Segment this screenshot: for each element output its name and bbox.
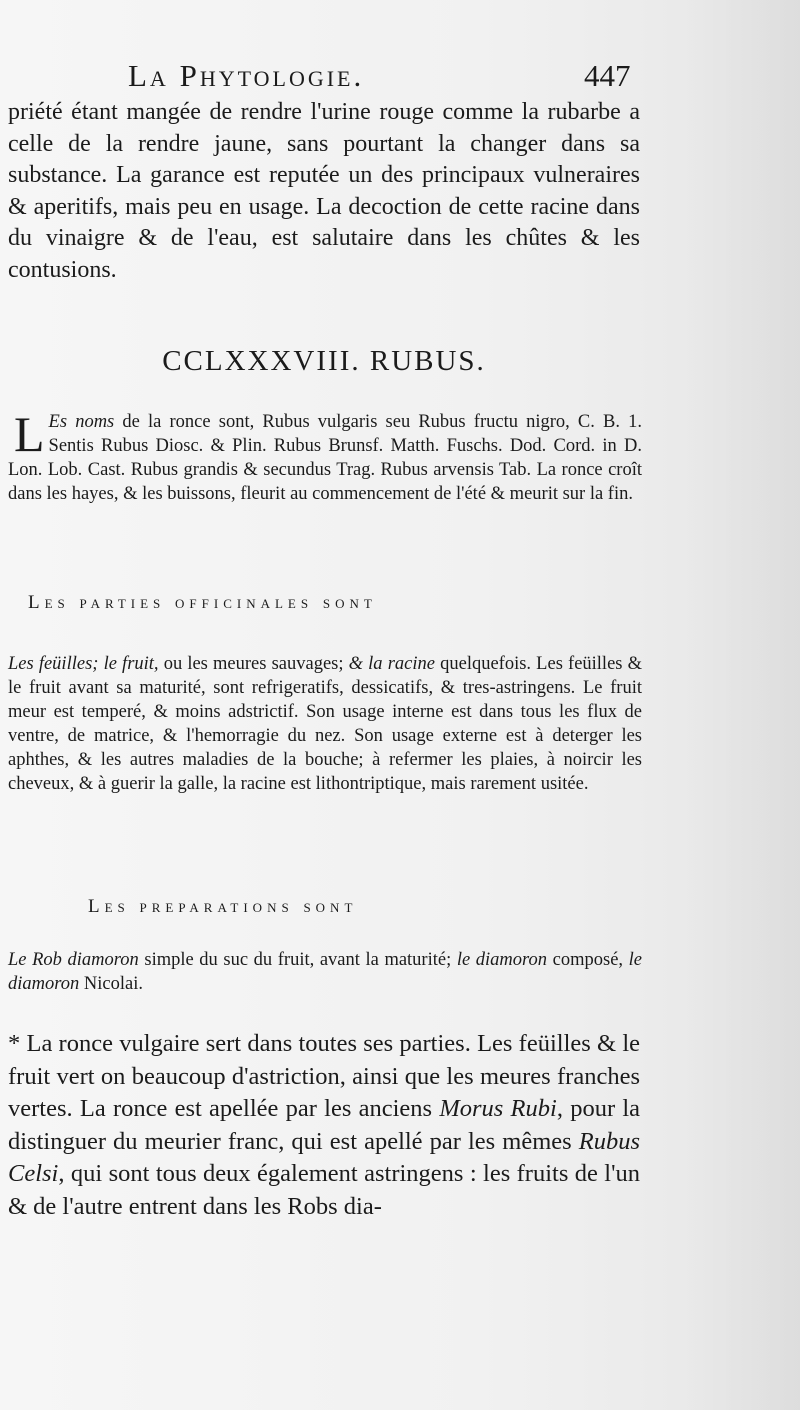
noms-lead: Es noms (48, 412, 115, 432)
noms-text: de la ronce sont, Rubus vulgaris seu Rubus fructu nigro, C. B. 1. Sentis Rubus Diosc. & Plin. Rubus Brunsf. Matth. Fuschs. Dod. Cord. in D. Lon. Lob. Cast. Rubus grandis & secundus Trag. Rubus arvensis Tab. La ronce croît dans les hayes, & les buissons, fleurit au commencement de l'été & meurit sur la fin. (8, 412, 643, 504)
paragraph-noms (8, 406, 643, 506)
note-morus-rubi: Morus Rubi (439, 1095, 557, 1122)
page-fold-shadow (680, 0, 800, 1410)
parties-racine: & la racine (348, 654, 435, 674)
paragraph-preparations (8, 948, 642, 996)
note-end: , qui sont tous deux également astringens : les fruits de l'un & de l'autre entrent dans les Robs dia- (8, 1160, 640, 1220)
heading-preparations: Les preparations sont (88, 896, 358, 917)
chapter-heading: CCLXXXVIII. RUBUS. (162, 345, 486, 377)
parties-text: quelquefois. Les feüilles & le fruit avant sa maturité, sont refrigeratifs, dessicatifs, & tres-astringens. Le fruit meur est temperé, & moins adstrictif. Son usage interne est dans tous les flux de ventre, de matrice, & l'hemorragie du nez. Son usage externe est à deterger les aphthes, & les autres maladies de la bouche; à refermer les plaies, à noircir les cheveux, & à guerir la galle, la racine est lithontriptique, mais rarement usitée. (8, 654, 643, 794)
note-mid: , pour la distinguer du meurier franc, qui est apellé par les mêmes (8, 1095, 641, 1155)
preps-compose: composé, (552, 950, 624, 970)
heading-parties-officinales: Les parties officinales sont (28, 592, 377, 613)
parties-mid: ou les meures sauvages; (163, 654, 344, 674)
preps-diamoron-2: le diamoron (8, 950, 643, 994)
page-number: 447 (584, 58, 631, 93)
preps-diamoron-1: le diamoron (456, 950, 548, 970)
preps-nicolai: Nicolai. (83, 974, 143, 994)
preps-lead: Le Rob diamoron (8, 950, 139, 970)
drop-cap: L (14, 406, 45, 462)
paragraph-note (8, 1028, 640, 1223)
note-start: * La ronce vulgaire sert dans toutes ses parties. Les feüilles & le fruit vert on beaucoup d'astriction, ainsi que les meures franches vertes. La ronce est apellée par les anciens (8, 1030, 640, 1122)
paragraph-garance-text: priété étant mangée de rendre l'urine rouge comme la rubarbe a celle de la rendre jaune, sans pourtant la changer dans sa substance. La garance est reputée un des principaux vulneraires & aperitifs, mais peu en usage. La decoction de cette racine dans du vinaigre & de l'eau, est salutaire dans les chûtes & les contusions. (8, 99, 640, 283)
paragraph-parties (8, 652, 642, 796)
note-rubus-celsi: Rubus Celsi (8, 1127, 641, 1187)
parties-lead: Les feüilles; le fruit, (8, 654, 159, 674)
running-title: La Phytologie. (128, 58, 365, 93)
preps-mid: simple du suc du fruit, avant la maturité; (144, 950, 452, 970)
paragraph-garance (8, 97, 640, 286)
